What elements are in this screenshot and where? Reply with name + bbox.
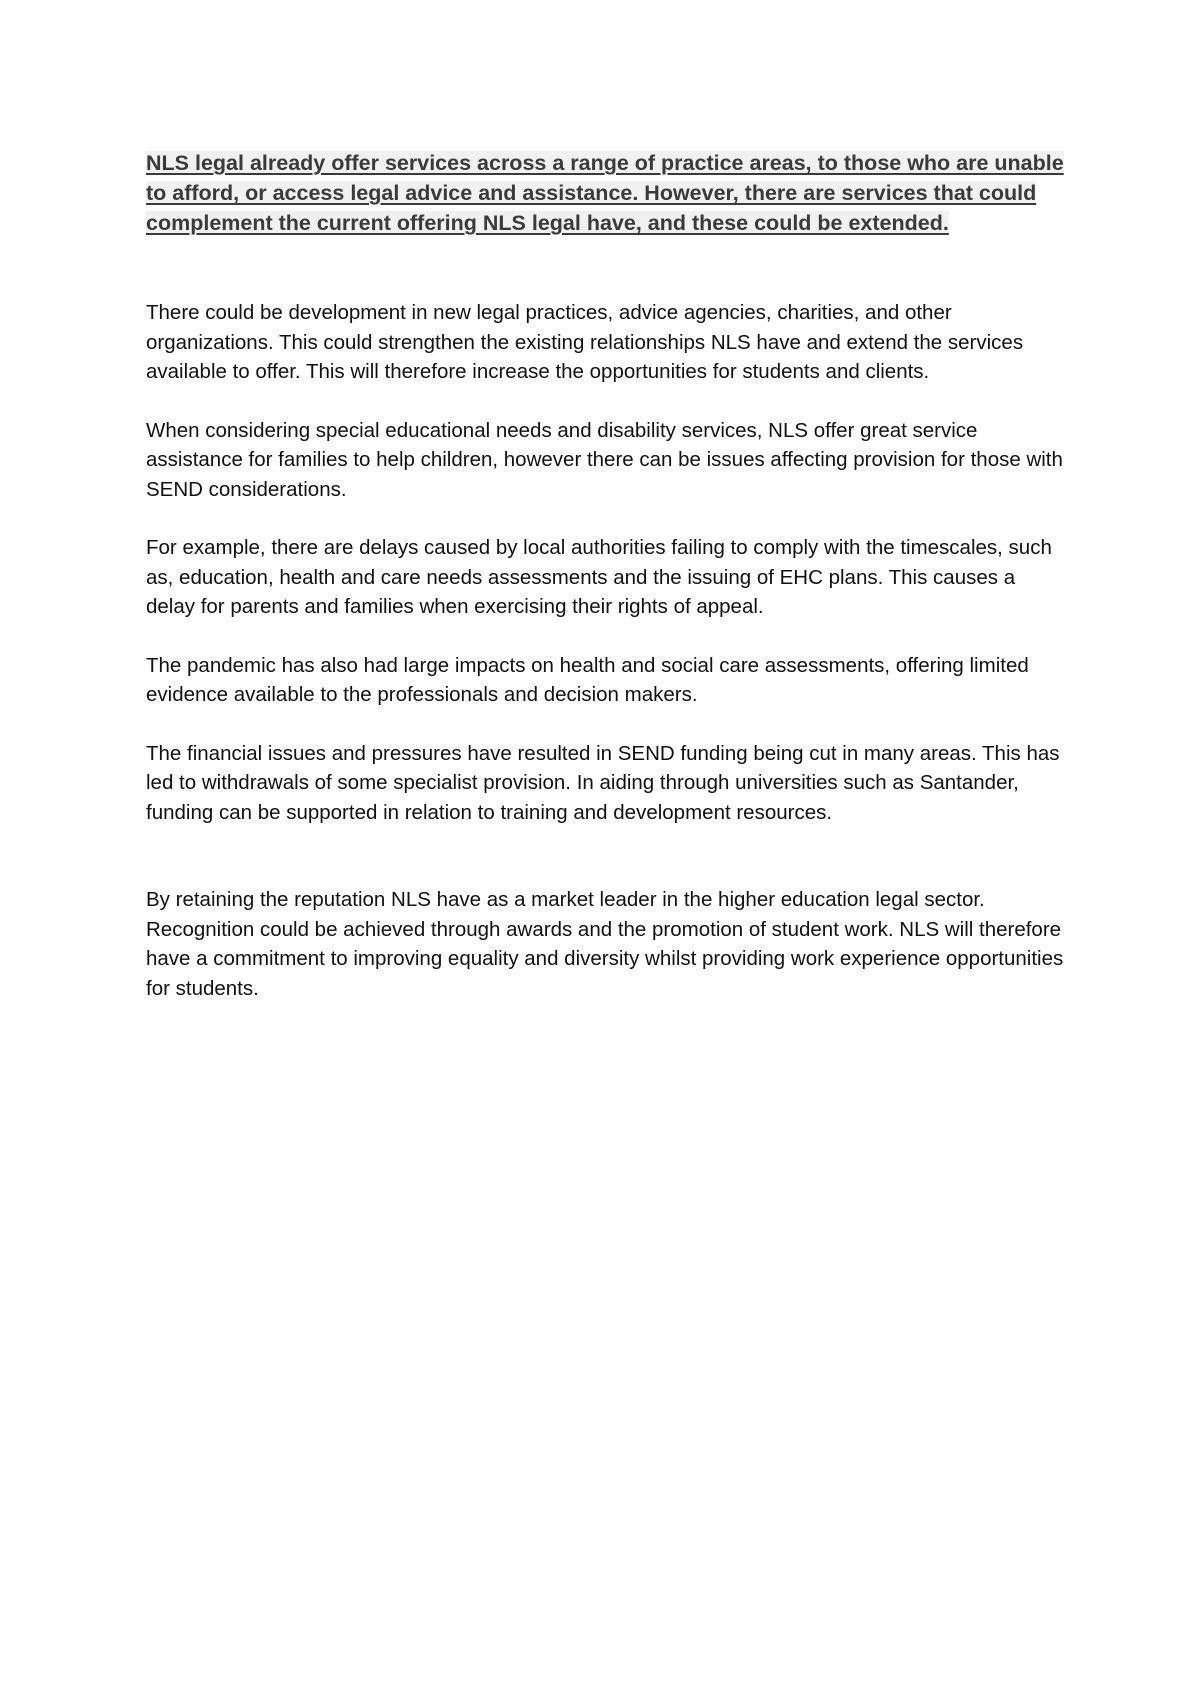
spacer — [146, 710, 1066, 739]
spacer — [146, 504, 1066, 533]
paragraph-send-services: When considering special educational needs and disability services, NLS offer great service assistance for families to help children, however there can be issues affecting provision for those with SEND considerations. — [146, 418, 1063, 501]
document-body — [146, 148, 1066, 1003]
spacer — [146, 387, 1066, 416]
paragraph-delays: For example, there are delays caused by local authorities failing to comply with the timescales, such as, education, health and care needs assessments and the issuing of EHC plans. This causes a delay for parents and families when exercising their rights of appeal. — [146, 536, 1052, 618]
paragraph-development: There could be development in new legal practices, advice agencies, charities, and other organizations. This could strengthen the existing relationships NLS have and extend the services available to offer. This will therefore increase the opportunities for students and clients. — [146, 301, 1024, 383]
intro-heading — [146, 148, 1066, 238]
spacer — [146, 238, 1066, 298]
paragraph-reputation: By retaining the reputation NLS have as a market leader in the higher education legal sector. Recognition could be achieved through awards and the promotion of student work. NLS will therefore have a commitment to improving equality and diversity whilst providing work experience opportunities for students. — [146, 888, 1064, 1000]
intro-heading-text: NLS legal already offer services across a range of practice areas, to those who are unable to afford, or access legal advice and assistance. However, there are services that could complement the current offering NLS legal have, and these could be extended. — [146, 151, 1064, 235]
spacer — [146, 622, 1066, 651]
paragraph-pandemic: The pandemic has also had large impacts on health and social care assessments, offering limited evidence available to the professionals and decision makers. — [146, 653, 1029, 706]
paragraph-funding: The financial issues and pressures have resulted in SEND funding being cut in many areas. This has led to withdrawals of some specialist provision. In aiding through universities such as Santander, funding can be supported in relation to training and development resources. — [146, 741, 1060, 824]
spacer — [146, 827, 1066, 885]
